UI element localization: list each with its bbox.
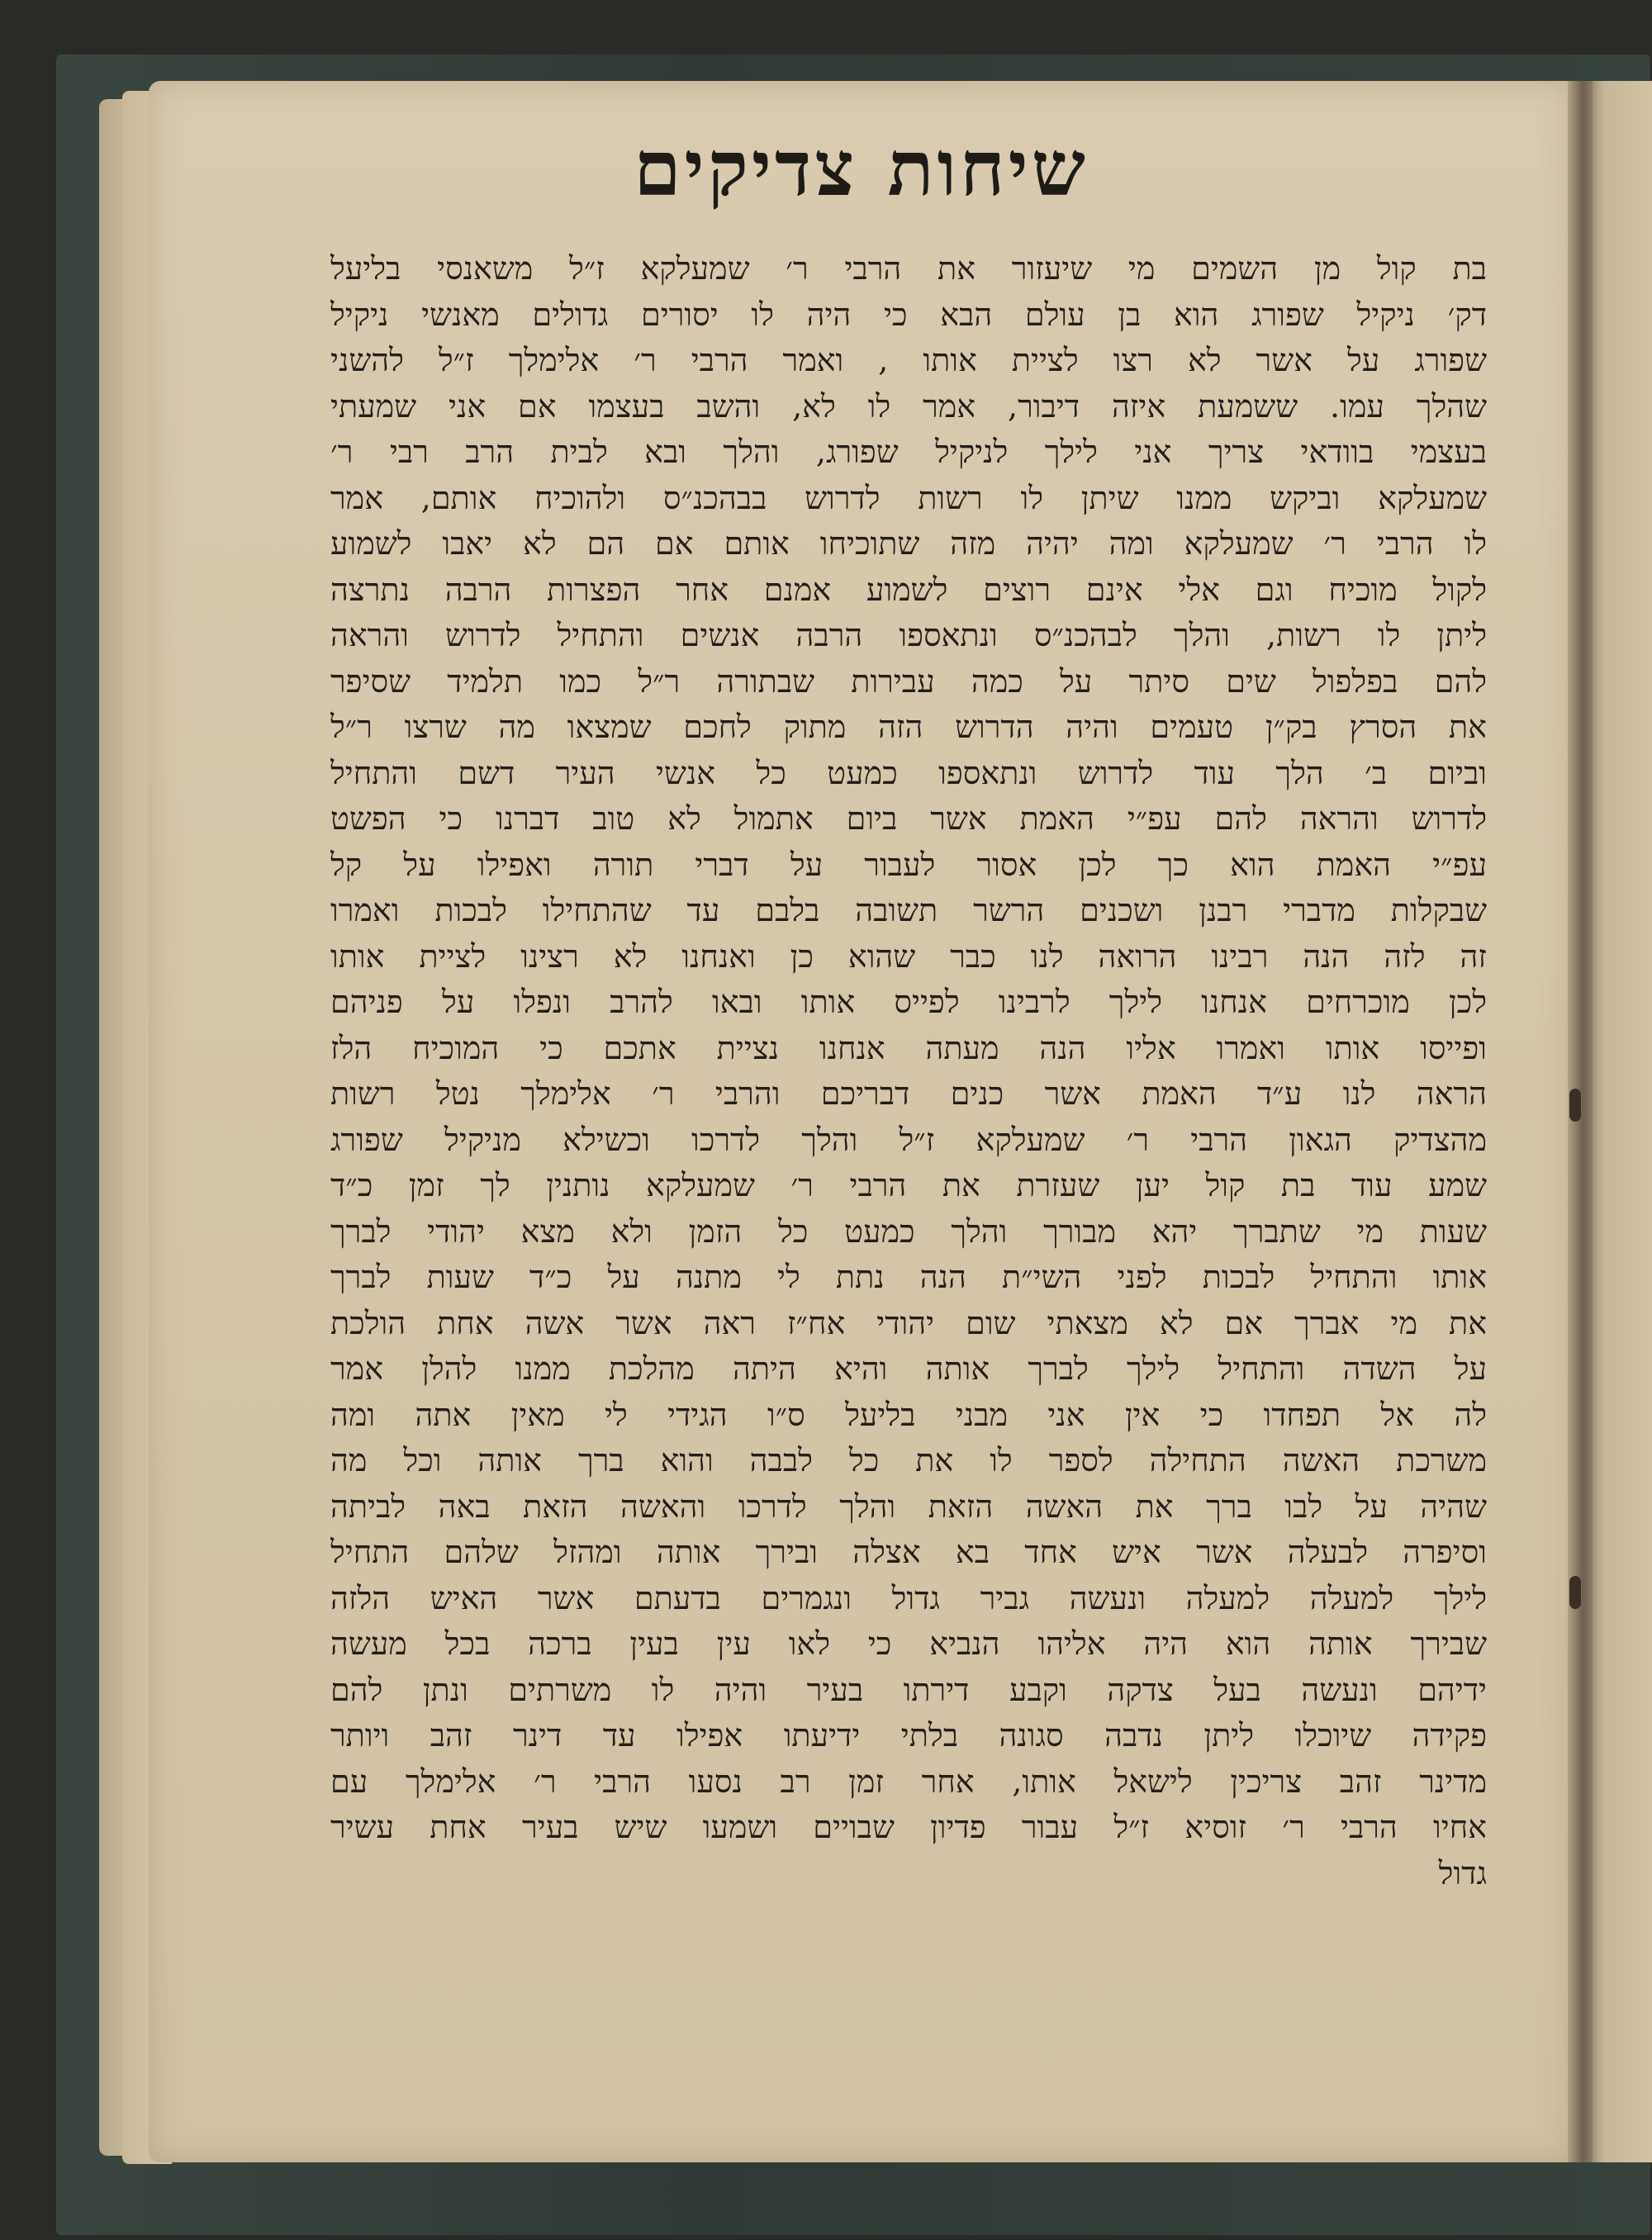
text-line: שבקלות מדברי רבנן ושכנים הרשר תשובה בלבם עד שהתחילו לבכות ואמרו [330,892,1487,928]
text-line: זה לזה הנה רבינו הרואה לנו כבר שהוא כן ואנחנו לא רצינו לציית אותו [330,937,1487,975]
text-line: גדול [1438,1854,1487,1891]
text-line: ידיהם ונעשה בעל צדקה וקבע דירתו בעיר והיה לו משרתים ונתן להם [330,1671,1487,1708]
text-line: שפורג על אשר לא רצו לציית אותו , ואמר הרבי ר׳ אלימלך ז״ל להשני [330,342,1487,378]
text-line: שעות מי שתברך יהא מבורך והלך כמעט כל הזמן ולא מצא יהודי לברך [330,1213,1487,1250]
text-line: שהיה על לבו ברך את האשה הזאת והלך לדרכו והאשה הזאת באה לביתה [330,1488,1487,1525]
text-line: בת קול מן השמים מי שיעזור את הרבי ר׳ שמעלקא ז״ל משאנסי בליעל [330,250,1487,287]
text-line: פקידה שיוכלו ליתן נדבה סגונה בלתי ידיעתו אפילו עד דינר זהב ויותר [330,1717,1487,1754]
facing-page-edge [1588,81,1652,2162]
text-line: שהלך עמו. ששמעת איזה דיבור, אמר לו לא, והשב בעצמו אם אני שמעתי [330,387,1487,425]
text-line: לכן מוכרחים אנחנו לילך לרבינו לפייס אותו ובאו להרב ונפלו על פניהם [330,984,1487,1020]
text-line: לילך למעלה למעלה ונעשה גביר גדול ונגמרים בדעתם אשר האיש הלזה [330,1579,1487,1616]
text-line: מהצדיק הגאון הרבי ר׳ שמעלקא ז״ל והלך לדרכו וכשילא מניקיל שפורג [330,1121,1487,1158]
text-line: שמע עוד בת קול יען שעזרת את הרבי ר׳ שמעלקא נותנין לך זמן כ״ד [330,1167,1487,1203]
text-line: וסיפרה לבעלה אשר איש אחד בא אצלה ובירך אותה ומהזל שלהם התחיל [330,1534,1487,1570]
text-line: ליתן לו רשות, והלך לבהכנ״ס ונתאספו הרבה אנשים והתחיל לדרוש והראה [330,617,1487,653]
text-line: לקול מוכיח וגם אלי אינם רוצים לשמוע אמנם אחר הפצרות הרבה נתרצה [330,571,1487,608]
text-line: מדינר זהב צריכין לישאל אותו, אחר זמן רב נסעו הרבי ר׳ אלימלך עם [330,1763,1487,1800]
text-line: הראה לנו ע״ד האמת אשר כנים דבריכם והרבי ר׳ אלימלך נטל רשות [330,1075,1487,1112]
text-line: לדרוש והראה להם עפ״י האמת אשר ביום אתמול לא טוב דברנו כי הפשט [330,800,1487,837]
binding-clasp [1569,1576,1581,1609]
text-line: אותו והתחיל לבכות לפני השי״ת הנה נתת לי מתנה על כ״ד שעות לברך [330,1259,1487,1295]
text-line: וביום ב׳ הלך עוד לדרוש ונתאספו כמעט כל אנשי העיר דשם והתחיל [330,754,1487,791]
text-line: דק׳ ניקיל שפורג הוא בן עולם הבא כי היה לו יסורים גדולים מאנשי ניקיל [330,296,1487,333]
text-line: על השדה והתחיל לילך לברך אותה והיא היתה מהלכת ממנו להלן אמר [330,1350,1487,1387]
binding-clasp [1569,1089,1581,1122]
text-line: לו הרבי ר׳ שמעלקא ומה יהיה מזה שתוכיחו אותם אם הם לא יאבו לשמוע [330,525,1487,562]
text-line: עפ״י האמת הוא כך לכן אסור לעבור על דברי תורה ואפילו על קל [330,846,1487,883]
text-line: ופייסו אותו ואמרו אליו הנה מעתה אנחנו נציית אתכם כי המוכיח הלז [330,1029,1487,1066]
body-text [330,246,1487,1896]
page-title: שיחות צדיקים [634,124,1089,213]
text-line: להם בפלפול שים סיתר על כמה עבירות שבתורה ר״ל כמו תלמיד שסיפר [330,662,1487,700]
text-line: אחיו הרבי ר׳ זוסיא ז״ל עבור פדיון שבויים ושמעו שיש בעיר אחת עשיר [330,1809,1487,1845]
text-line: את מי אברך אם לא מצאתי שום יהודי אח״ז ראה אשר אשה אחת הולכת [330,1304,1487,1341]
text-line: לה אל תפחדו כי אין אני מבני בליעל ס״ו הגידי לי מאין אתה ומה [330,1396,1487,1433]
text-line: את הסרץ בק״ן טעמים והיה הדרוש הזה מתוק לחכם שמצאו מה שרצו ר״ל [330,709,1487,745]
text-line: משרכת האשה התחילה לספר לו את כל לבבה והוא ברך אותה וכל מה [330,1442,1487,1478]
text-line: שבירך אותה הוא היה אליהו הנביא כי לאו עין בעין ברכה בכל מעשה [330,1625,1487,1662]
text-line: שמעלקא וביקש ממנו שיתן לו רשות לדרוש בבהכנ״ס ולהוכיח אותם, אמר [330,479,1487,516]
text-line: בעצמי בוודאי צריך אני לילך לניקיל שפורג, והלך ובא לבית הרב רבי ר׳ [330,434,1487,470]
page-gutter [1568,81,1593,2162]
